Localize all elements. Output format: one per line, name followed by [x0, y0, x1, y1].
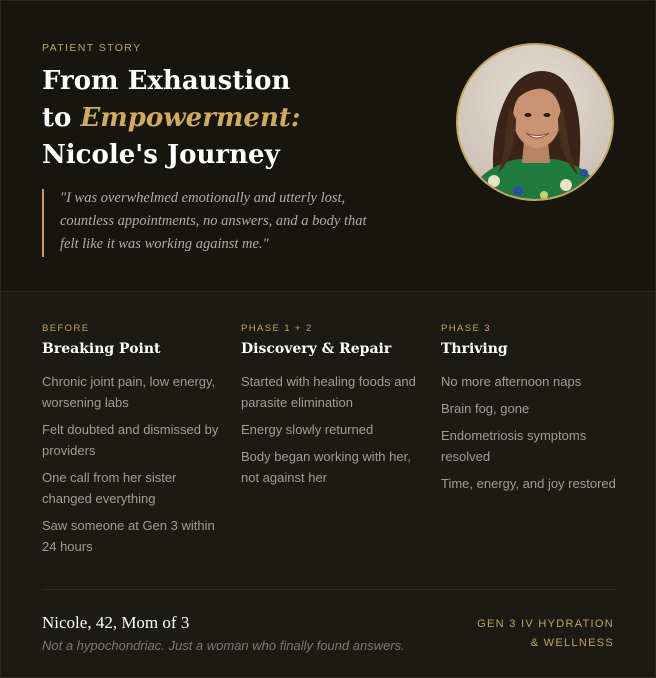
quote-text: "I was overwhelmed emotionally and utterly lost, countless appointments, no answers, and a body that felt like it was working against me.": [60, 190, 367, 252]
column-before: [42, 323, 227, 563]
column-title: Thriving: [441, 341, 508, 357]
list-item: Endometriosis symptoms resolved: [441, 428, 587, 464]
list-item: Time, energy, and joy restored: [441, 476, 616, 491]
list-item: Felt doubted and dismissed by providers: [42, 422, 219, 458]
column-list: [441, 371, 621, 494]
footer-divider: [42, 589, 616, 590]
column-phase-3: [441, 323, 621, 500]
list-item: Body began working with her, not against her: [241, 449, 411, 485]
patient-tagline: Not a hypochondriac. Just a woman who finally found answers.: [42, 638, 405, 653]
column-tag: PHASE 3: [441, 323, 491, 334]
page-title: [42, 63, 300, 174]
testimonial-quote: [42, 189, 387, 257]
list-item: Brain fog, gone: [441, 401, 530, 416]
list-item: Chronic joint pain, low energy, worsening labs: [42, 374, 216, 410]
title-to: to: [42, 103, 72, 133]
column-title: Breaking Point: [42, 341, 161, 357]
title-line-1: From Exhaustion: [42, 66, 291, 96]
list-item: No more afternoon naps: [441, 374, 582, 389]
patient-name: Nicole, 42, Mom of 3: [42, 613, 190, 632]
brand-name: [477, 615, 614, 653]
title-accent: Empowerment:: [80, 103, 301, 133]
column-phase-1-2: [241, 323, 423, 494]
portrait-image: [458, 45, 612, 199]
brand-line-1: GEN 3 IV HYDRATION: [477, 618, 614, 630]
list-item: One call from her sister changed everything: [42, 470, 177, 506]
column-title: Discovery & Repair: [241, 341, 392, 357]
title-line-3: Nicole's Journey: [42, 140, 280, 170]
hero-section: [1, 1, 655, 292]
avatar: [456, 43, 614, 201]
column-list: [42, 371, 227, 557]
column-list: [241, 371, 423, 488]
eyebrow-label: PATIENT STORY: [42, 42, 142, 54]
list-item: Saw someone at Gen 3 within 24 hours: [42, 518, 215, 554]
column-tag: BEFORE: [42, 323, 90, 334]
brand-line-2: & WELLNESS: [530, 637, 614, 649]
column-tag: PHASE 1 + 2: [241, 323, 313, 334]
list-item: Energy slowly returned: [241, 422, 374, 437]
list-item: Started with healing foods and parasite elimination: [241, 374, 416, 410]
